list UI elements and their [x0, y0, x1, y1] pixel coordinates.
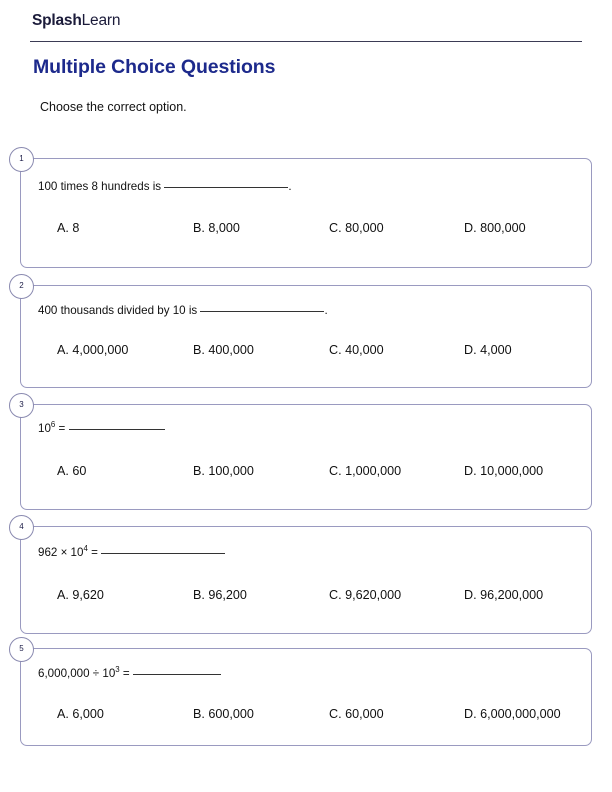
option-a-letter: A.	[57, 221, 69, 235]
option-c-letter: C.	[329, 464, 342, 478]
question-exponent: 6	[50, 420, 56, 430]
question-prompt	[38, 180, 292, 193]
question-prompt-text: 100 times 8 hundreds is	[38, 180, 165, 193]
option-d-letter: D.	[464, 707, 477, 721]
option-a-value: 6,000	[72, 707, 104, 721]
option-c-letter: C.	[329, 707, 342, 721]
option-d[interactable]	[464, 221, 526, 235]
option-c[interactable]	[329, 343, 384, 357]
option-d-letter: D.	[464, 343, 477, 357]
option-a[interactable]	[57, 343, 128, 357]
option-a-value: 9,620	[72, 588, 104, 602]
question-number-badge: 1	[9, 147, 34, 172]
question-box	[19, 281, 592, 388]
option-b-value: 400,000	[208, 343, 254, 357]
option-row	[21, 707, 591, 725]
option-a[interactable]	[57, 588, 104, 602]
question-equals: =	[55, 422, 69, 435]
option-b-letter: B.	[193, 707, 205, 721]
option-a-letter: A.	[57, 588, 69, 602]
option-d[interactable]	[464, 464, 543, 478]
option-c-letter: C.	[329, 221, 342, 235]
question-base: 6,000,000 ÷ 10	[38, 667, 116, 680]
option-c-value: 1,000,000	[345, 464, 402, 478]
question-prompt	[38, 546, 225, 559]
option-c-value: 80,000	[345, 221, 384, 235]
option-c[interactable]	[329, 464, 401, 478]
option-b[interactable]	[193, 343, 254, 357]
page-title: Multiple Choice Questions	[33, 56, 276, 78]
question-prompt-suffix: .	[324, 304, 328, 317]
option-c-value: 40,000	[345, 343, 384, 357]
option-a[interactable]	[57, 707, 104, 721]
option-c-letter: C.	[329, 588, 342, 602]
question-prompt	[38, 304, 328, 317]
question-box	[19, 154, 592, 268]
option-c-value: 9,620,000	[345, 588, 402, 602]
option-d-letter: D.	[464, 464, 477, 478]
option-b[interactable]	[193, 707, 254, 721]
option-b-value: 100,000	[208, 464, 254, 478]
option-b-value: 600,000	[208, 707, 254, 721]
question-number-badge: 2	[9, 274, 34, 299]
question-box	[19, 644, 592, 746]
option-d-letter: D.	[464, 221, 477, 235]
question-exponent: 3	[115, 665, 120, 675]
option-a[interactable]	[57, 464, 86, 478]
option-d[interactable]	[464, 707, 561, 721]
answer-blank[interactable]	[200, 311, 324, 312]
option-row	[21, 588, 591, 606]
option-b[interactable]	[193, 464, 254, 478]
header-divider	[30, 41, 582, 42]
option-a[interactable]	[57, 221, 79, 235]
question-box	[19, 400, 592, 510]
question-prompt	[38, 667, 221, 680]
option-d-letter: D.	[464, 588, 477, 602]
answer-blank[interactable]	[101, 553, 225, 554]
splashlearn-logo	[32, 12, 120, 30]
question-number-badge: 3	[9, 393, 34, 418]
option-d-value: 4,000	[480, 343, 512, 357]
question-prompt-suffix: .	[288, 180, 292, 193]
option-c-letter: C.	[329, 343, 342, 357]
option-d-value: 800,000	[480, 221, 526, 235]
question-prompt	[38, 422, 165, 435]
option-d[interactable]	[464, 588, 543, 602]
option-row	[21, 221, 591, 239]
question-number-badge: 5	[9, 637, 34, 662]
question-equals: =	[119, 667, 133, 680]
logo-splash-text: Splash	[32, 12, 82, 29]
option-b-letter: B.	[193, 221, 205, 235]
answer-blank[interactable]	[69, 429, 165, 430]
question-base: 10	[38, 422, 51, 435]
option-c[interactable]	[329, 588, 401, 602]
logo-learn-text: Learn	[81, 12, 121, 29]
option-row	[21, 464, 591, 482]
option-d-value: 6,000,000,000	[480, 707, 561, 721]
question-prompt-text: 400 thousands divided by 10 is	[38, 304, 201, 317]
option-a-value: 4,000,000	[72, 343, 129, 357]
option-a-letter: A.	[57, 343, 69, 357]
option-a-letter: A.	[57, 464, 69, 478]
option-c-value: 60,000	[345, 707, 384, 721]
option-c[interactable]	[329, 707, 384, 721]
option-a-value: 8	[72, 221, 80, 235]
answer-blank[interactable]	[164, 187, 288, 188]
question-box	[19, 522, 592, 634]
question-exponent: 4	[83, 544, 88, 554]
question-equals: =	[87, 546, 102, 559]
option-d-value: 10,000,000	[480, 464, 544, 478]
question-number-badge: 4	[9, 515, 34, 540]
option-b-letter: B.	[193, 588, 205, 602]
option-b-value: 96,200	[208, 588, 247, 602]
option-d[interactable]	[464, 343, 512, 357]
option-b-letter: B.	[193, 464, 205, 478]
question-base: 962 × 10	[38, 546, 84, 559]
option-b-letter: B.	[193, 343, 205, 357]
option-d-value: 96,200,000	[480, 588, 544, 602]
answer-blank[interactable]	[133, 674, 221, 675]
option-b[interactable]	[193, 221, 240, 235]
option-a-value: 60	[72, 464, 87, 478]
page-subtitle: Choose the correct option.	[40, 100, 187, 114]
option-c[interactable]	[329, 221, 384, 235]
option-a-letter: A.	[57, 707, 69, 721]
option-b[interactable]	[193, 588, 247, 602]
option-b-value: 8,000	[208, 221, 240, 235]
option-row	[21, 343, 591, 361]
